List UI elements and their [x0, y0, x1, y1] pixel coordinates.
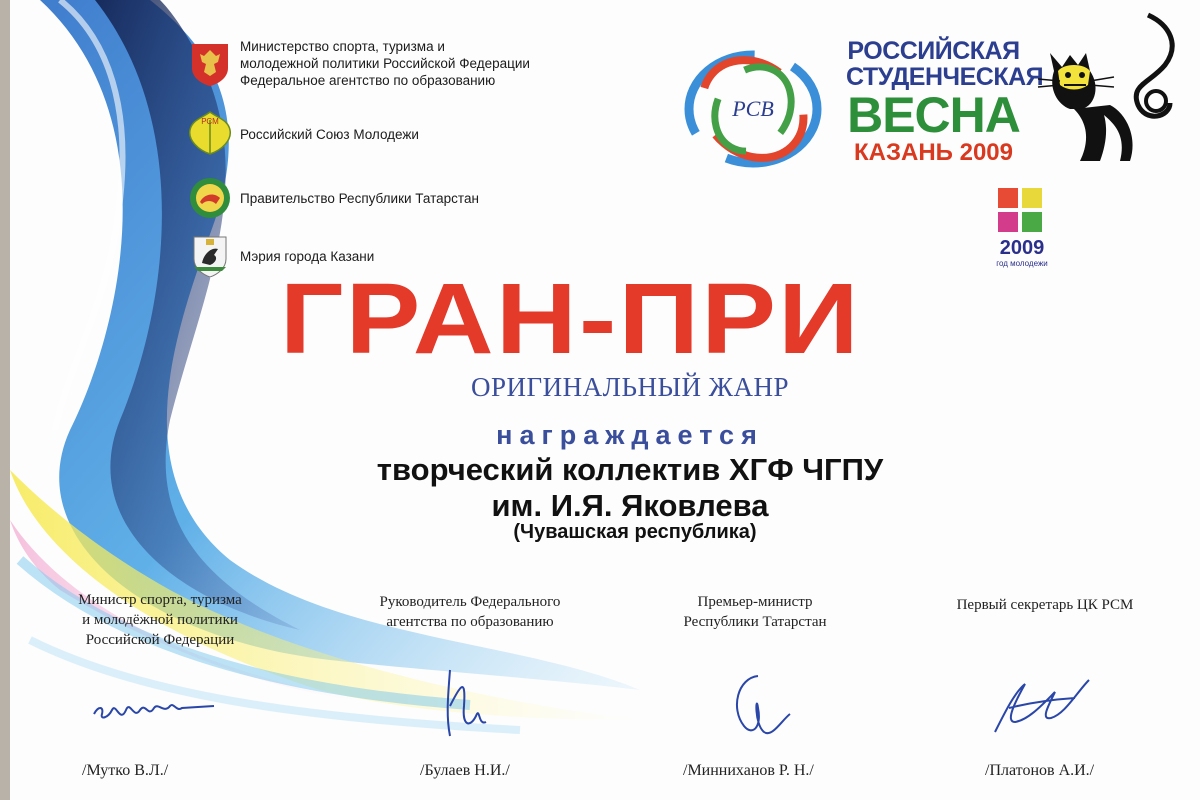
org-rsm-name: Российский Союз Молодежи	[240, 126, 419, 142]
youth-year-number: 2009	[999, 237, 1045, 259]
event-year: 2009	[959, 139, 1013, 166]
grand-prix-title: ГРАН-ПРИ	[279, 263, 861, 375]
org-ministry-line3: Федеральное агентство по образованию	[240, 73, 496, 88]
grand-prix-heading	[0, 262, 1200, 377]
recipient-region: (Чувашская республика)	[513, 521, 757, 543]
signatory-1-title-line3: Российской Федерации	[85, 632, 235, 648]
signature-1	[90, 690, 220, 730]
signatory-2-name: /Булаев Н.И./	[420, 762, 510, 779]
signature-3	[718, 668, 798, 748]
signatory-3-title	[660, 592, 850, 632]
signatory-2-title-line1: Руководитель Федерального	[379, 594, 561, 610]
event-city: КАЗАНЬ	[854, 139, 953, 166]
signatory-4-title-line1: Первый секретарь ЦК РСМ	[956, 597, 1134, 613]
signatory-4-title	[935, 595, 1155, 615]
signatory-3-title-line2: Республики Татарстан	[683, 614, 827, 630]
org-tatarstan-name: Правительство Республики Татарстан	[240, 190, 479, 206]
signatory-1-title-line2: и молодёжной политики	[82, 612, 238, 628]
signatory-2-title	[355, 592, 585, 632]
signature-2	[430, 666, 500, 746]
signatory-1-name: /Мутко В.Л./	[82, 762, 169, 779]
signatory-4-name: /Платонов А.И./	[985, 762, 1095, 779]
cat-treble-clef-mascot-icon	[1030, 5, 1192, 167]
tatarstan-emblem-icon	[188, 176, 232, 220]
award-genre: ОРИГИНАЛЬНЫЙ ЖАНР	[471, 372, 789, 402]
rsm-leaf-icon	[188, 112, 232, 156]
org-rsm	[188, 112, 419, 156]
org-ministry-line1: Министерство спорта, туризма и	[240, 39, 445, 54]
russia-coat-of-arms-icon	[188, 42, 232, 86]
signatory-1-title	[55, 590, 265, 650]
rsm-logo-text: РСМ	[201, 117, 219, 126]
signatory-3-title-line1: Премьер-министр	[697, 594, 813, 610]
org-ministry-line2: молодежной политики Российской Федерации	[240, 56, 530, 71]
event-title-line3: ВЕСНА	[847, 87, 1020, 143]
event-title-line2: СТУДЕНЧЕСКАЯ	[846, 63, 1044, 91]
signatory-2-title-line2: агентства по образованию	[386, 614, 554, 630]
event-city-year	[846, 140, 1021, 166]
signatory-1-title-line1: Министр спорта, туризма	[78, 592, 242, 608]
org-tatarstan	[188, 176, 479, 220]
recipient-line2: им. И.Я. Яковлева	[491, 488, 769, 523]
youth-year-caption: год молодежи	[996, 259, 1048, 268]
recipient-line1: творческий коллектив ХГФ ЧГПУ	[376, 452, 884, 487]
event-title-line1: РОССИЙСКАЯ	[847, 37, 1020, 65]
org-kazan-name: Мэрия города Казани	[240, 248, 375, 264]
rsv-logo-text: РСВ	[732, 96, 774, 121]
signature-4	[985, 672, 1095, 742]
signatory-3-name: /Минниханов Р. Н./	[683, 762, 814, 779]
org-ministry	[188, 38, 530, 89]
awarded-label: награждается	[496, 420, 764, 450]
recipient	[260, 452, 1000, 524]
student-spring-ring-logo	[683, 50, 823, 168]
event-title	[846, 37, 1044, 166]
